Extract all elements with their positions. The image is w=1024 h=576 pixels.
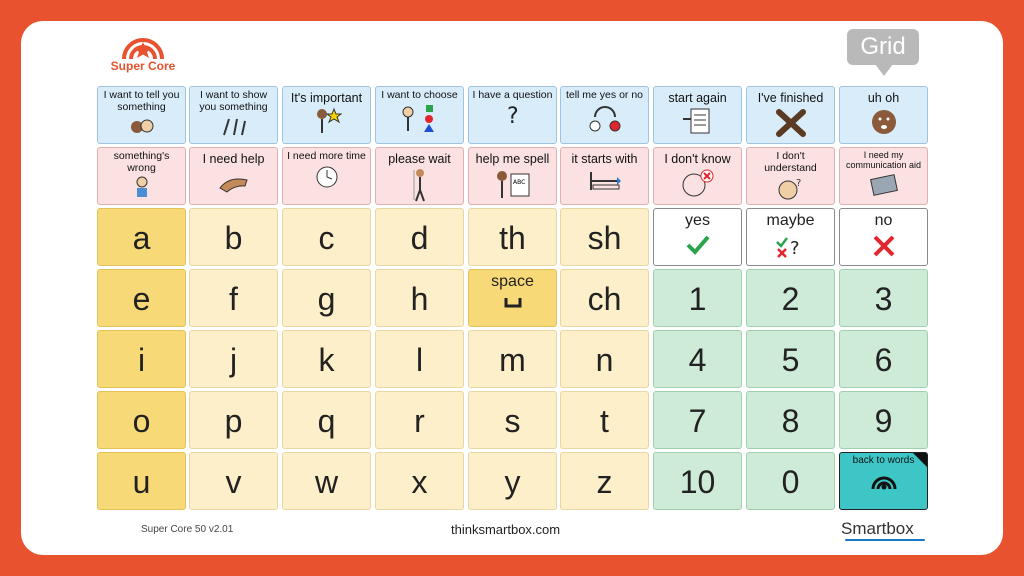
helping-hand-icon xyxy=(217,168,251,194)
key-label: t xyxy=(600,403,609,439)
question-mark-icon xyxy=(503,103,523,127)
space-bar-icon xyxy=(503,295,523,309)
cell-dont-understand[interactable] xyxy=(746,147,835,205)
cell-label: I want to choose xyxy=(381,89,458,101)
cell-label: uh oh xyxy=(867,91,900,105)
grid-badge: Grid xyxy=(847,29,919,65)
key-label: g xyxy=(317,281,336,317)
key-label: d xyxy=(410,220,429,256)
cell-label: I've finished xyxy=(757,91,824,105)
key-label: v xyxy=(225,464,242,500)
key-label: e xyxy=(132,281,151,317)
cell-label: something's wrong xyxy=(113,150,170,174)
clock-icon xyxy=(314,164,340,190)
key-n[interactable] xyxy=(560,330,649,388)
key-label: 5 xyxy=(781,342,800,378)
cell-label: I have a question xyxy=(472,89,553,101)
key-y[interactable] xyxy=(468,452,557,510)
key-d[interactable] xyxy=(375,208,464,266)
talking-people-icon xyxy=(127,115,157,137)
cell-need-help[interactable] xyxy=(189,147,278,205)
cell-tell-something[interactable] xyxy=(97,86,186,144)
key-i[interactable] xyxy=(97,330,186,388)
pointing-people-icon xyxy=(219,115,249,137)
key-label: w xyxy=(314,464,339,500)
cell-label: it starts with xyxy=(571,152,638,166)
key-label: 3 xyxy=(874,281,893,317)
cell-label: I don't know xyxy=(664,152,731,166)
key-label: r xyxy=(414,403,425,439)
cell-label: I want to show you something xyxy=(199,89,268,113)
super-core-icon xyxy=(869,469,899,491)
maybe-icon xyxy=(774,234,808,258)
key-j[interactable] xyxy=(189,330,278,388)
key-label: y xyxy=(504,464,521,500)
yes-no-choice-icon xyxy=(587,103,623,133)
key-7[interactable] xyxy=(653,391,742,449)
key-ch[interactable] xyxy=(560,269,649,327)
version-label: Super Core 50 v2.01 xyxy=(141,524,234,535)
key-label: 2 xyxy=(781,281,800,317)
key-label: x xyxy=(411,464,428,500)
key-3[interactable] xyxy=(839,269,928,327)
cell-start-again[interactable] xyxy=(653,86,742,144)
key-p[interactable] xyxy=(189,391,278,449)
cell-please-wait[interactable] xyxy=(375,147,464,205)
corner-fold-icon xyxy=(913,453,927,467)
cell-starts-with[interactable] xyxy=(560,147,649,205)
key-10[interactable] xyxy=(653,452,742,510)
answer-label: yes xyxy=(685,212,710,229)
key-label: 4 xyxy=(688,342,707,378)
back-label: back to words xyxy=(852,455,915,466)
key-g[interactable] xyxy=(282,269,371,327)
cell-choose[interactable] xyxy=(375,86,464,144)
key-label: 10 xyxy=(679,464,716,500)
cell-label: I need my communication aid xyxy=(845,150,922,170)
key-label: n xyxy=(595,342,614,378)
cell-communication-aid[interactable] xyxy=(839,147,928,205)
key-h[interactable] xyxy=(375,269,464,327)
restart-page-icon xyxy=(681,107,715,135)
key-label: j xyxy=(229,342,238,378)
crossed-arms-icon xyxy=(774,107,808,137)
cell-important[interactable] xyxy=(282,86,371,144)
cell-label: I want to tell you something xyxy=(103,89,180,113)
key-label: u xyxy=(132,464,151,500)
key-o[interactable] xyxy=(97,391,186,449)
key-sh[interactable] xyxy=(560,208,649,266)
key-c[interactable] xyxy=(282,208,371,266)
cell-show-something[interactable] xyxy=(189,86,278,144)
cell-label: I need help xyxy=(202,152,265,166)
key-label: b xyxy=(224,220,243,256)
super-core-logo xyxy=(107,29,179,73)
device-keyboard-icon xyxy=(869,172,899,196)
key-label: sh xyxy=(587,220,622,256)
cell-label: help me spell xyxy=(475,152,550,166)
key-a[interactable] xyxy=(97,208,186,266)
key-label: a xyxy=(132,220,151,256)
spelling-board-icon xyxy=(493,168,533,200)
logo-underline xyxy=(845,539,925,541)
key-label: s xyxy=(504,403,521,439)
key-label: 8 xyxy=(781,403,800,439)
key-0[interactable] xyxy=(746,452,835,510)
cell-dont-know[interactable] xyxy=(653,147,742,205)
grid-logo xyxy=(847,29,919,81)
back-to-words-button[interactable] xyxy=(839,452,928,510)
key-f[interactable] xyxy=(189,269,278,327)
key-u[interactable] xyxy=(97,452,186,510)
upset-person-icon xyxy=(132,176,152,198)
key-k[interactable] xyxy=(282,330,371,388)
key-label: z xyxy=(596,464,613,500)
key-label: p xyxy=(224,403,243,439)
worried-face-icon xyxy=(869,107,899,137)
website-label: thinksmartbox.com xyxy=(451,522,561,537)
answer-yes[interactable] xyxy=(653,208,742,266)
key-2[interactable] xyxy=(746,269,835,327)
cell-label: I need more time xyxy=(287,150,366,162)
key-q[interactable] xyxy=(282,391,371,449)
waiting-person-icon xyxy=(410,168,430,202)
key-space[interactable] xyxy=(468,269,557,327)
super-core-icon xyxy=(120,29,166,61)
cell-something-wrong[interactable] xyxy=(97,147,186,205)
key-v[interactable] xyxy=(189,452,278,510)
cell-more-time[interactable] xyxy=(282,147,371,205)
cell-uh-oh[interactable] xyxy=(839,86,928,144)
key-label: m xyxy=(499,342,526,378)
key-5[interactable] xyxy=(746,330,835,388)
cross-icon xyxy=(872,234,896,258)
cell-question[interactable] xyxy=(468,86,557,144)
key-l[interactable] xyxy=(375,330,464,388)
key-m[interactable] xyxy=(468,330,557,388)
cell-help-spell[interactable] xyxy=(468,147,557,205)
key-z[interactable] xyxy=(560,452,649,510)
key-label: ch xyxy=(587,281,622,317)
key-s[interactable] xyxy=(468,391,557,449)
board xyxy=(21,21,1003,555)
key-8[interactable] xyxy=(746,391,835,449)
key-label: o xyxy=(132,403,151,439)
answer-label: no xyxy=(874,212,893,229)
maybe-symbol: ? xyxy=(789,238,800,258)
cell-label: tell me yes or no xyxy=(565,89,644,101)
cell-yes-or-no[interactable] xyxy=(560,86,649,144)
answer-label: maybe xyxy=(766,212,815,229)
key-label: space xyxy=(491,273,534,290)
cell-finished[interactable] xyxy=(746,86,835,144)
svg-text:?: ? xyxy=(506,104,519,127)
cell-label: start again xyxy=(668,91,727,105)
company-name: Smartbox xyxy=(841,519,914,538)
key-label: q xyxy=(317,403,336,439)
answer-maybe[interactable] xyxy=(746,208,835,266)
key-label: i xyxy=(137,342,146,378)
key-label: 0 xyxy=(781,464,800,500)
cell-label: please wait xyxy=(388,152,451,166)
key-th[interactable] xyxy=(468,208,557,266)
key-w[interactable] xyxy=(282,452,371,510)
key-6[interactable] xyxy=(839,330,928,388)
key-4[interactable] xyxy=(653,330,742,388)
smartbox-logo xyxy=(841,519,925,541)
svg-text:ABC: ABC xyxy=(512,179,525,186)
brand-name: Super Core xyxy=(110,59,176,73)
key-label: h xyxy=(410,281,429,317)
key-label: 1 xyxy=(688,281,707,317)
key-r[interactable] xyxy=(375,391,464,449)
shapes-choice-icon xyxy=(400,103,440,133)
key-label: 7 xyxy=(688,403,707,439)
start-line-icon xyxy=(587,168,623,192)
key-label: 9 xyxy=(874,403,893,439)
key-t[interactable] xyxy=(560,391,649,449)
key-label: th xyxy=(499,220,526,256)
star-person-icon xyxy=(312,107,342,133)
key-b[interactable] xyxy=(189,208,278,266)
cell-label: I don't understand xyxy=(764,150,817,174)
svg-text:?: ? xyxy=(795,178,801,189)
answer-no[interactable] xyxy=(839,208,928,266)
cell-label: It's important xyxy=(290,91,363,105)
grid-badge-tail xyxy=(875,64,893,76)
key-label: k xyxy=(318,342,335,378)
key-x[interactable] xyxy=(375,452,464,510)
check-icon xyxy=(685,234,711,256)
confused-face-icon xyxy=(776,176,806,200)
key-1[interactable] xyxy=(653,269,742,327)
key-9[interactable] xyxy=(839,391,928,449)
key-e[interactable] xyxy=(97,269,186,327)
key-label: l xyxy=(415,342,424,378)
key-label: f xyxy=(229,281,238,317)
key-label: c xyxy=(318,220,335,256)
key-label: 6 xyxy=(874,342,893,378)
unsure-face-icon xyxy=(680,168,716,198)
